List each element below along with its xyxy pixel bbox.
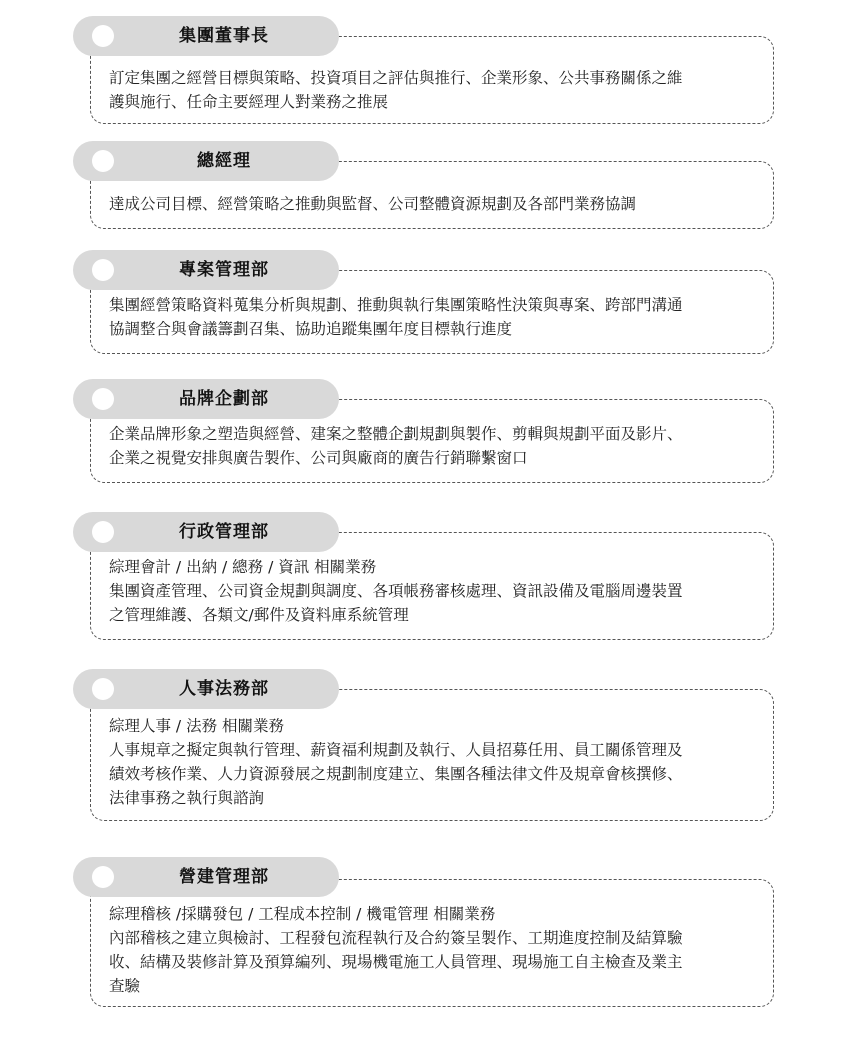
description-line: 法律事務之執行與諮詢 [109,789,265,807]
description-line: 訂定集團之經營目標與策略、投資項目之評估與推行、企業形象、公共事務關係之維 [109,69,683,87]
bullet-circle-icon [92,150,114,172]
description-line: 集團資產管理、公司資金規劃與調度、各項帳務審核處理、資訊設備及電腦周邊裝置 [109,582,683,600]
section-tab [73,16,339,56]
description-line: 集團經營策略資料蒐集分析與規劃、推動與執行集團策略性決策與專案、跨部門溝通 [109,296,683,314]
description-line: 績效考核作業、人力資源發展之規劃制度建立、集團各種法律文件及規章會核撰修、 [109,765,683,783]
description-line: 人事規章之擬定與執行管理、薪資福利規劃及執行、人員招募任用、員工關係管理及 [109,741,683,759]
description-line: 查驗 [109,977,141,995]
bullet-circle-icon [92,25,114,47]
section-title: 專案管理部 [179,260,269,280]
section-description [109,293,759,341]
section-description [109,66,759,114]
bullet-circle-icon [92,388,114,410]
description-line: 達成公司目標、經營策略之推動與監督、公司整體資源規劃及各部門業務協調 [109,195,637,213]
section-tab [73,379,339,419]
section-description [109,714,759,810]
section-tab [73,512,339,552]
description-line: 綜理會計 / 出納 / 總務 / 資訊 相關業務 [109,558,377,576]
section-tab [73,250,339,290]
section-description [109,192,759,216]
section-title: 營建管理部 [179,867,269,887]
section-title: 集團董事長 [179,26,269,46]
section-title: 總經理 [197,151,251,171]
description-line: 護與施行、任命主要經理人對業務之推展 [109,93,389,111]
description-line: 收、結構及裝修計算及預算編列、現場機電施工人員管理、現場施工自主檢查及業主 [109,953,683,971]
bullet-circle-icon [92,521,114,543]
section-description [109,555,759,627]
bullet-circle-icon [92,678,114,700]
description-line: 綜理稽核 /採購發包 / 工程成本控制 / 機電管理 相關業務 [109,905,496,923]
section-tab [73,669,339,709]
description-line: 內部稽核之建立與檢討、工程發包流程執行及合約簽呈製作、工期進度控制及結算驗 [109,929,683,947]
section-description-box [90,879,774,1007]
description-line: 之管理維護、各類文/郵件及資料庫系統管理 [109,606,409,624]
description-line: 綜理人事 / 法務 相關業務 [109,717,285,735]
description-line: 企業品牌形象之塑造與經營、建案之整體企劃規劃與製作、剪輯與規劃平面及影片、 [109,425,683,443]
section-description [109,422,759,470]
bullet-circle-icon [92,866,114,888]
section-tab [73,857,339,897]
section-tab [73,141,339,181]
section-title: 品牌企劃部 [179,389,269,409]
section-description [109,902,759,998]
description-line: 企業之視覺安排與廣告製作、公司與廠商的廣告行銷聯繫窗口 [109,449,528,467]
section-title: 行政管理部 [179,522,269,542]
bullet-circle-icon [92,259,114,281]
section-title: 人事法務部 [179,679,269,699]
description-line: 協調整合與會議籌劃召集、協助追蹤集團年度目標執行進度 [109,320,513,338]
